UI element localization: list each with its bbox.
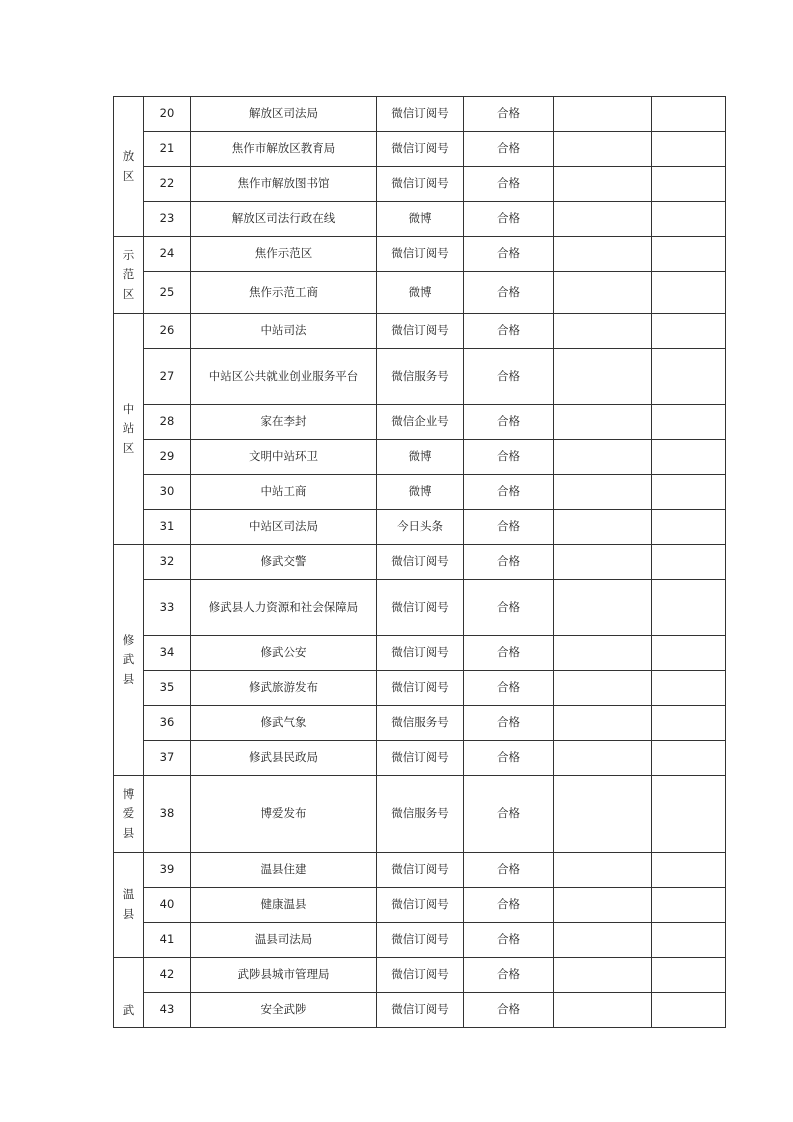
account-type-cell (377, 636, 464, 671)
row-number-cell (144, 888, 191, 923)
row-number: 35 (159, 680, 175, 695)
empty-cell (554, 440, 652, 475)
account-type: 微信订阅号 (391, 106, 449, 121)
row-number-cell (144, 923, 191, 958)
check-result: 合格 (497, 599, 520, 614)
account-type: 微信订阅号 (391, 176, 449, 191)
check-result-cell (464, 853, 554, 888)
empty-cell (652, 853, 726, 888)
account-type: 微信订阅号 (391, 967, 449, 982)
account-name: 健康温县 (260, 897, 307, 912)
account-type-cell (377, 167, 464, 202)
check-result: 合格 (497, 806, 520, 821)
empty-cell (652, 958, 726, 993)
empty-cell (652, 440, 726, 475)
row-number-cell (144, 202, 191, 237)
row-number: 27 (159, 368, 175, 383)
account-name: 安全武陟 (260, 1002, 307, 1017)
row-number: 34 (159, 645, 175, 660)
account-type-cell (377, 741, 464, 776)
row-number-cell (144, 636, 191, 671)
check-result-cell (464, 97, 554, 132)
check-result-cell (464, 167, 554, 202)
check-result: 合格 (497, 414, 520, 429)
empty-cell (554, 132, 652, 167)
empty-cell (554, 349, 652, 405)
row-number-cell (144, 776, 191, 853)
empty-cell (554, 545, 652, 580)
check-result: 合格 (497, 554, 520, 569)
account-type: 今日头条 (397, 519, 443, 534)
empty-cell (652, 405, 726, 440)
empty-cell (652, 741, 726, 776)
row-number: 43 (159, 1002, 175, 1017)
empty-cell (554, 475, 652, 510)
account-name: 解放区司法行政在线 (231, 211, 336, 226)
account-name: 温县司法局 (254, 932, 313, 947)
table-row (114, 580, 726, 636)
empty-cell (554, 853, 652, 888)
account-name-cell (191, 958, 377, 993)
table-row (114, 314, 726, 349)
account-type: 微信服务号 (391, 806, 449, 821)
check-result-cell (464, 510, 554, 545)
check-result-cell (464, 741, 554, 776)
empty-cell (652, 545, 726, 580)
account-name-cell (191, 853, 377, 888)
check-result-cell (464, 272, 554, 314)
row-number-cell (144, 706, 191, 741)
row-number: 26 (159, 323, 175, 338)
table-row (114, 97, 726, 132)
row-number: 30 (159, 484, 175, 499)
empty-cell (652, 923, 726, 958)
empty-cell (652, 671, 726, 706)
row-number: 36 (159, 715, 175, 730)
account-type-cell (377, 671, 464, 706)
empty-cell (554, 671, 652, 706)
region-label: 博 爱 县 (122, 786, 135, 840)
row-number-cell (144, 580, 191, 636)
account-type-cell (377, 923, 464, 958)
empty-cell (652, 167, 726, 202)
region-cell (114, 958, 144, 1028)
region-cell (114, 97, 144, 237)
check-result: 合格 (497, 284, 520, 299)
empty-cell (554, 510, 652, 545)
account-name-cell (191, 349, 377, 405)
check-result-cell (464, 923, 554, 958)
check-result-cell (464, 958, 554, 993)
account-name: 中站区司法局 (249, 519, 318, 534)
check-result: 合格 (497, 211, 520, 226)
row-number-cell (144, 97, 191, 132)
table-row (114, 132, 726, 167)
check-result: 合格 (497, 323, 520, 338)
region-cell (114, 853, 144, 958)
row-number: 38 (159, 806, 175, 821)
table-row (114, 510, 726, 545)
check-result: 合格 (497, 519, 520, 534)
check-result-cell (464, 545, 554, 580)
account-type-cell (377, 202, 464, 237)
check-result-cell (464, 776, 554, 853)
account-type: 微信订阅号 (391, 645, 449, 660)
check-result-cell (464, 671, 554, 706)
account-type-cell (377, 853, 464, 888)
empty-cell (554, 888, 652, 923)
account-type-cell (377, 349, 464, 405)
empty-cell (554, 741, 652, 776)
account-type: 微信订阅号 (391, 246, 449, 261)
empty-cell (652, 132, 726, 167)
account-type-cell (377, 993, 464, 1028)
empty-cell (652, 580, 726, 636)
empty-cell (554, 923, 652, 958)
empty-cell (554, 636, 652, 671)
row-number: 40 (159, 897, 175, 912)
account-name-cell (191, 580, 377, 636)
check-result-cell (464, 405, 554, 440)
empty-cell (554, 405, 652, 440)
check-result-cell (464, 475, 554, 510)
row-number: 31 (159, 519, 175, 534)
account-name-cell (191, 97, 377, 132)
empty-cell (554, 706, 652, 741)
row-number: 25 (159, 284, 175, 299)
table-row (114, 545, 726, 580)
table-row (114, 405, 726, 440)
account-type: 微博 (408, 484, 432, 499)
table-row (114, 888, 726, 923)
account-type-cell (377, 510, 464, 545)
check-result-cell (464, 706, 554, 741)
row-number-cell (144, 349, 191, 405)
account-type: 微信订阅号 (391, 141, 449, 156)
account-name-cell (191, 237, 377, 272)
row-number-cell (144, 132, 191, 167)
row-number-cell (144, 167, 191, 202)
account-type: 微博 (408, 284, 432, 299)
account-type-cell (377, 888, 464, 923)
account-type-cell (377, 237, 464, 272)
empty-cell (554, 958, 652, 993)
check-result: 合格 (497, 141, 520, 156)
empty-cell (652, 314, 726, 349)
row-number-cell (144, 671, 191, 706)
empty-cell (554, 97, 652, 132)
row-number: 20 (159, 106, 175, 121)
check-result: 合格 (497, 368, 520, 383)
row-number-cell (144, 475, 191, 510)
account-name: 武陟县城市管理局 (237, 967, 330, 982)
table-row (114, 776, 726, 853)
check-result: 合格 (497, 106, 520, 121)
account-type-cell (377, 776, 464, 853)
check-result: 合格 (497, 862, 520, 877)
account-name-cell (191, 636, 377, 671)
row-number: 21 (159, 141, 175, 156)
account-type-cell (377, 314, 464, 349)
empty-cell (652, 349, 726, 405)
account-name: 焦作市解放区教育局 (231, 141, 336, 156)
table-row (114, 993, 726, 1028)
table-row (114, 202, 726, 237)
check-result: 合格 (497, 246, 520, 261)
table-row (114, 440, 726, 475)
row-number: 28 (159, 414, 175, 429)
empty-cell (554, 993, 652, 1028)
account-name: 修武交警 (260, 554, 307, 569)
check-result: 合格 (497, 645, 520, 660)
empty-cell (554, 237, 652, 272)
region-label: 示 范 区 (122, 247, 135, 301)
check-result: 合格 (497, 176, 520, 191)
row-number-cell (144, 440, 191, 475)
account-type-cell (377, 132, 464, 167)
region-cell (114, 776, 144, 853)
check-result: 合格 (497, 897, 520, 912)
table-row (114, 853, 726, 888)
account-type: 微信订阅号 (391, 554, 449, 569)
empty-cell (652, 272, 726, 314)
account-name-cell (191, 167, 377, 202)
account-name-cell (191, 888, 377, 923)
check-result: 合格 (497, 750, 520, 765)
table-row (114, 923, 726, 958)
account-type: 微信订阅号 (391, 323, 449, 338)
row-number: 23 (159, 211, 175, 226)
account-type-cell (377, 706, 464, 741)
check-result: 合格 (497, 484, 520, 499)
check-result: 合格 (497, 680, 520, 695)
account-name: 文明中站环卫 (249, 449, 318, 464)
row-number: 39 (159, 862, 175, 877)
table-row (114, 741, 726, 776)
check-result-cell (464, 237, 554, 272)
region-label: 武 (122, 1003, 135, 1018)
table-row (114, 671, 726, 706)
check-result-cell (464, 993, 554, 1028)
empty-cell (554, 580, 652, 636)
account-name: 焦作示范区 (254, 246, 313, 261)
account-type: 微信企业号 (391, 414, 449, 429)
row-number-cell (144, 741, 191, 776)
check-result: 合格 (497, 715, 520, 730)
empty-cell (652, 636, 726, 671)
check-result-cell (464, 132, 554, 167)
account-name: 中站区公共就业创业服务平台 (208, 368, 359, 383)
empty-cell (652, 706, 726, 741)
row-number: 29 (159, 449, 175, 464)
account-type: 微信订阅号 (391, 862, 449, 877)
account-name: 修武公安 (260, 645, 307, 660)
empty-cell (652, 475, 726, 510)
empty-cell (652, 97, 726, 132)
account-name: 温县住建 (260, 862, 307, 877)
empty-cell (652, 993, 726, 1028)
account-name: 修武县人力资源和社会保障局 (208, 599, 359, 614)
row-number: 37 (159, 750, 175, 765)
account-type-cell (377, 958, 464, 993)
empty-cell (652, 237, 726, 272)
table-row (114, 706, 726, 741)
account-name: 中站工商 (260, 484, 307, 499)
account-name: 中站司法 (260, 323, 307, 338)
row-number-cell (144, 405, 191, 440)
row-number: 41 (159, 932, 175, 947)
account-type-cell (377, 475, 464, 510)
account-name-cell (191, 272, 377, 314)
row-number: 32 (159, 554, 175, 569)
row-number-cell (144, 237, 191, 272)
table-row (114, 636, 726, 671)
table-row (114, 958, 726, 993)
region-label: 中 站 区 (122, 401, 135, 455)
account-type: 微信订阅号 (391, 599, 449, 614)
account-type: 微信订阅号 (391, 750, 449, 765)
empty-cell (652, 888, 726, 923)
account-name: 修武旅游发布 (249, 680, 318, 695)
row-number: 42 (159, 967, 175, 982)
account-name-cell (191, 706, 377, 741)
account-type-cell (377, 97, 464, 132)
account-name-cell (191, 405, 377, 440)
account-name: 家在李封 (260, 414, 307, 429)
empty-cell (652, 202, 726, 237)
empty-cell (652, 510, 726, 545)
table-row (114, 272, 726, 314)
check-result-cell (464, 580, 554, 636)
account-name: 修武气象 (260, 715, 307, 730)
row-number: 24 (159, 246, 175, 261)
account-name-cell (191, 314, 377, 349)
account-type: 微博 (408, 211, 432, 226)
inspection-table (113, 96, 726, 1028)
check-result-cell (464, 314, 554, 349)
account-type-cell (377, 545, 464, 580)
region-cell (114, 314, 144, 545)
account-type-cell (377, 272, 464, 314)
account-name-cell (191, 132, 377, 167)
empty-cell (554, 202, 652, 237)
account-name: 焦作市解放图书馆 (237, 176, 330, 191)
empty-cell (554, 272, 652, 314)
region-label: 放 区 (122, 148, 135, 183)
row-number-cell (144, 545, 191, 580)
account-name-cell (191, 741, 377, 776)
check-result-cell (464, 888, 554, 923)
account-type: 微信订阅号 (391, 1002, 449, 1017)
account-name-cell (191, 993, 377, 1028)
check-result: 合格 (497, 932, 520, 947)
check-result-cell (464, 636, 554, 671)
empty-cell (652, 776, 726, 853)
row-number-cell (144, 958, 191, 993)
account-name: 焦作示范工商 (249, 284, 318, 299)
account-type: 微信订阅号 (391, 932, 449, 947)
account-name-cell (191, 671, 377, 706)
region-label: 修 武 县 (122, 632, 135, 686)
row-number-cell (144, 993, 191, 1028)
account-name: 博爱发布 (260, 806, 307, 821)
check-result: 合格 (497, 967, 520, 982)
empty-cell (554, 776, 652, 853)
table-row (114, 237, 726, 272)
account-type: 微博 (408, 449, 432, 464)
table-row (114, 167, 726, 202)
account-type: 微信订阅号 (391, 897, 449, 912)
region-label: 温 县 (122, 887, 135, 921)
table-row (114, 349, 726, 405)
account-name-cell (191, 440, 377, 475)
account-name-cell (191, 475, 377, 510)
row-number-cell (144, 510, 191, 545)
check-result: 合格 (497, 1002, 520, 1017)
account-name-cell (191, 510, 377, 545)
table-row (114, 475, 726, 510)
row-number-cell (144, 272, 191, 314)
empty-cell (554, 167, 652, 202)
account-name-cell (191, 202, 377, 237)
account-name-cell (191, 923, 377, 958)
check-result-cell (464, 440, 554, 475)
region-cell (114, 545, 144, 776)
account-type-cell (377, 405, 464, 440)
check-result-cell (464, 202, 554, 237)
account-type: 微信服务号 (391, 368, 449, 383)
region-cell (114, 237, 144, 314)
account-type-cell (377, 440, 464, 475)
check-result: 合格 (497, 449, 520, 464)
empty-cell (554, 314, 652, 349)
account-name-cell (191, 776, 377, 853)
row-number-cell (144, 853, 191, 888)
account-name-cell (191, 545, 377, 580)
account-type-cell (377, 580, 464, 636)
account-name: 修武县民政局 (249, 750, 318, 765)
row-number-cell (144, 314, 191, 349)
check-result-cell (464, 349, 554, 405)
account-type: 微信服务号 (391, 715, 449, 730)
account-name: 解放区司法局 (249, 106, 318, 121)
row-number: 22 (159, 176, 175, 191)
row-number: 33 (159, 599, 175, 614)
account-type: 微信订阅号 (391, 680, 449, 695)
